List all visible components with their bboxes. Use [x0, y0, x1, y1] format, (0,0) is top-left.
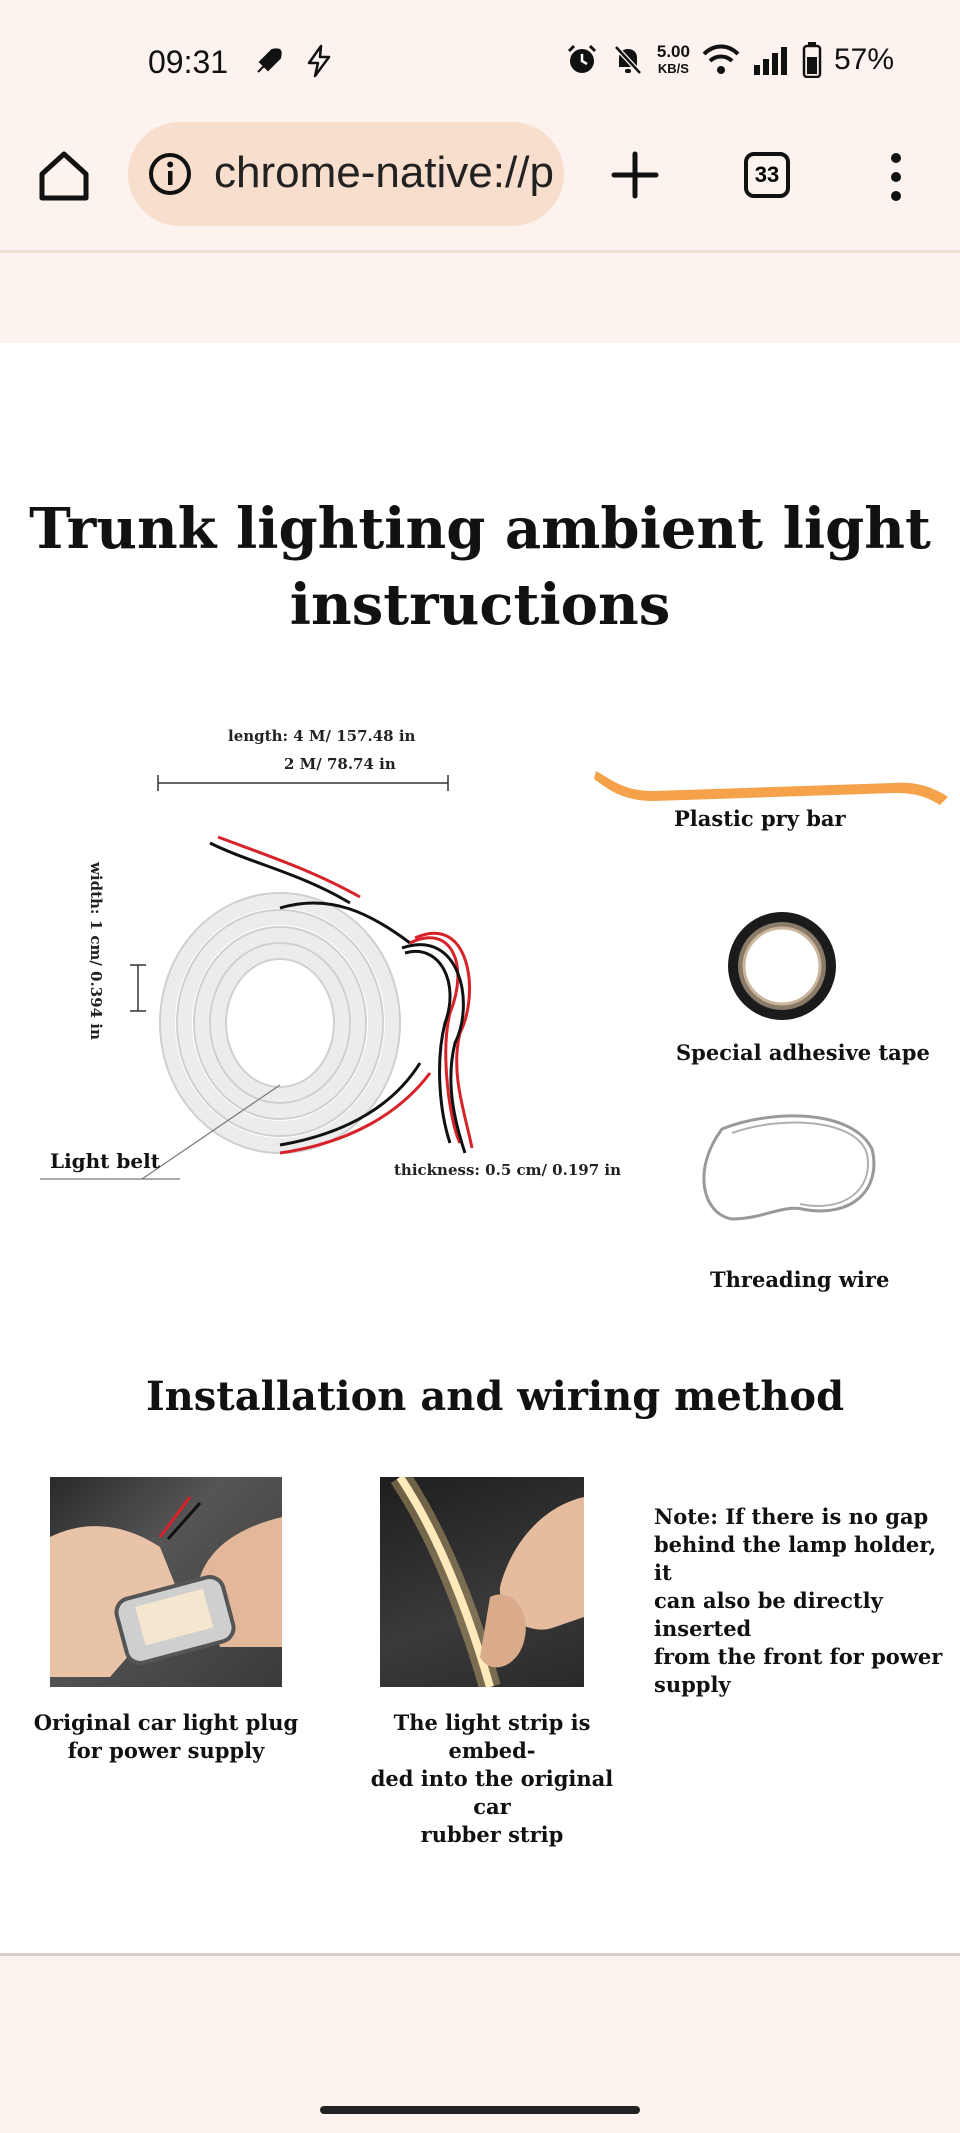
alarm-icon [565, 43, 599, 77]
new-tab-button[interactable] [610, 150, 660, 200]
note-line-1: Note: If there is no gap [654, 1504, 929, 1529]
thickness-label: thickness: 0.5 cm/ 0.197 in [394, 1161, 621, 1179]
accessory-label-wire: Threading wire [710, 1267, 890, 1292]
installation-note [654, 1503, 954, 1699]
title-line-1: Trunk lighting ambient light [29, 496, 931, 562]
status-time: 09:31 [148, 44, 229, 80]
accessory-label-pry-bar: Plastic pry bar [674, 806, 846, 831]
light-belt-leader-line [140, 1083, 300, 1183]
title-line-2: instructions [289, 572, 671, 638]
flash-icon [304, 44, 334, 78]
network-speed-value: 5.00 [656, 42, 690, 61]
step2-caption-line1: The light strip is embed- [393, 1710, 591, 1763]
signal-icon [752, 45, 790, 75]
light-belt-label: Light belt [50, 1149, 160, 1173]
more-menu-icon[interactable] [878, 150, 914, 204]
width-label: width: 1 cm/ 0.394 in [87, 862, 105, 1040]
tab-switcher-button[interactable]: 33 [744, 152, 790, 198]
gesture-nav-bar[interactable] [320, 2106, 640, 2114]
network-speed-unit: KB/S [657, 61, 689, 76]
step2-caption-line2: ded into the original car [370, 1766, 614, 1819]
installation-title: Installation and wiring method [145, 1373, 845, 1420]
toolbar-divider [0, 250, 960, 253]
accessory-label-tape: Special adhesive tape [676, 1040, 930, 1065]
tape-icon [722, 906, 842, 1026]
status-bar [0, 0, 960, 120]
length-label: length: 4 M/ 157.48 in [228, 727, 416, 745]
wire-icon [692, 1109, 882, 1239]
note-line-3: can also be directly inserted [654, 1588, 883, 1641]
step2-caption [352, 1709, 632, 1849]
site-info-icon[interactable] [148, 152, 192, 196]
home-button[interactable] [36, 148, 92, 204]
battery-icon [802, 42, 822, 78]
light-belt-underline [40, 1177, 180, 1181]
wifi-icon [702, 44, 740, 76]
step1-caption-line2: for power supply [67, 1738, 265, 1763]
note-line-4: from the front for power [654, 1644, 943, 1669]
hand-plug-illustration [50, 1477, 282, 1687]
note-line-2: behind the lamp holder, it [654, 1532, 937, 1585]
strip-embed-illustration [380, 1477, 584, 1687]
step1-caption [30, 1709, 302, 1765]
step1-photo [50, 1477, 282, 1687]
step2-caption-line3: rubber strip [420, 1822, 564, 1847]
url-text[interactable]: chrome-native://p [214, 148, 554, 197]
bell-muted-icon [611, 43, 645, 77]
page-title [0, 491, 960, 643]
status-right-icons [565, 42, 894, 78]
product-image [0, 343, 960, 1956]
url-bar[interactable] [128, 122, 564, 226]
length-label-2: 2 M/ 78.74 in [284, 755, 396, 773]
status-left-icons [252, 44, 334, 78]
step2-photo [380, 1477, 584, 1687]
battery-percent: 57% [833, 43, 894, 76]
width-dimension-line [128, 963, 148, 1013]
network-speed [657, 43, 690, 77]
note-line-5: supply [654, 1672, 731, 1697]
length-dimension-line [156, 773, 450, 793]
rocket-icon [252, 44, 286, 78]
pry-bar-icon [594, 761, 950, 811]
step1-caption-line1: Original car light plug [33, 1710, 299, 1735]
